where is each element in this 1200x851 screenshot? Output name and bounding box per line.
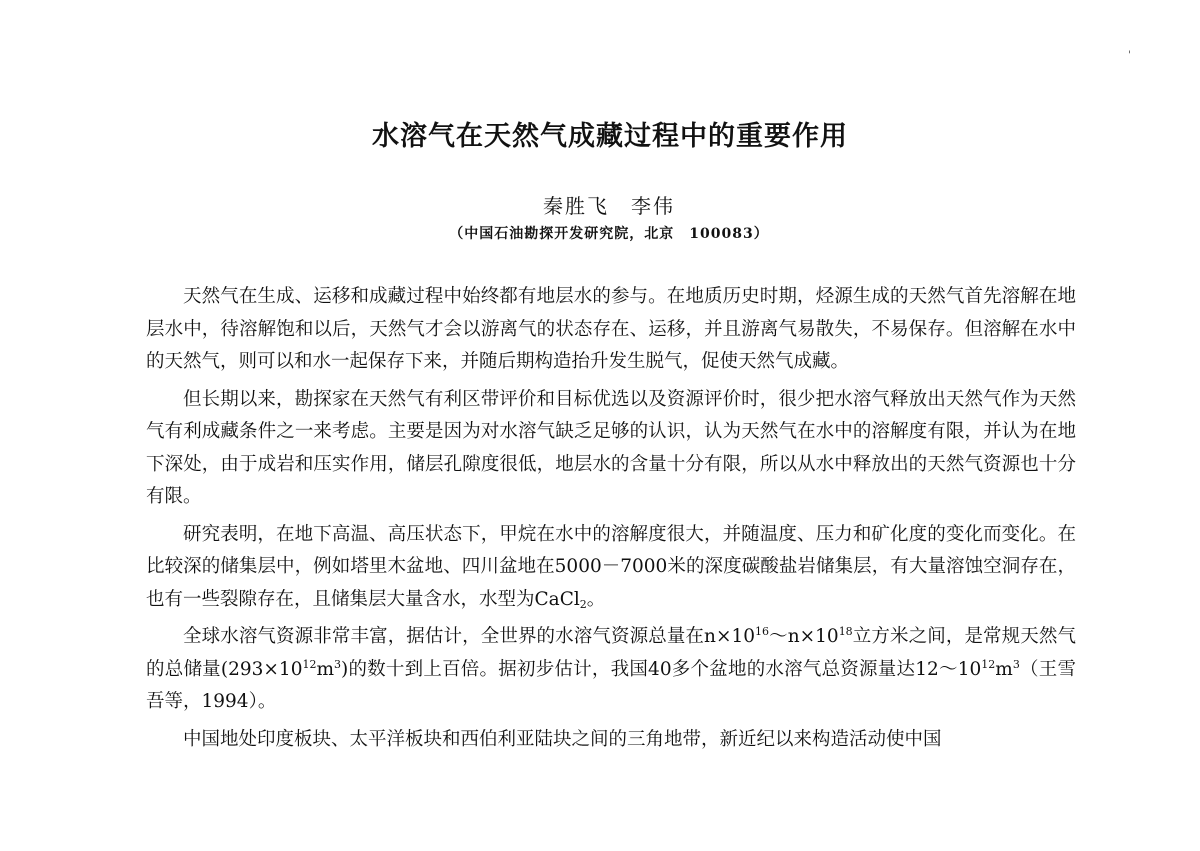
paragraph-2: 但长期以来，勘探家在天然气有利区带评价和目标优选以及资源评价时，很少把水溶气释放出天然气作为天然气有利成藏条件之一来考虑。主要是因为对水溶气缺乏足够的认识，认为天然气在水中的溶解度有限，并认为在地下深处，由于成岩和压实作用，储层孔隙度很低，地层水的含量十分有限，所以从水中释放出的天然气资源也十分有限。 bbox=[146, 388, 1076, 507]
paragraph-4: 全球水溶气资源非常丰富，据估计，全世界的水溶气资源总量在$n\times 10^{16}\sim n\times 10^{18}$立方米之间，是常规天然气的总储量$(293\times 10^{12}m^3)$的数十到上百倍。据初步估计，我国40多个盆地的水溶气总资源量达$12\sim 10^{12}m^3$（王雪吾等，1994）。 bbox=[146, 625, 1076, 712]
formula-cacl2: CaCl$_2$ bbox=[534, 588, 587, 611]
paragraph-3-text: 研究表明，在地下高温、高压状态下，甲烷在水中的溶解度很大，并随温度、压力和矿化度的变化而变化。在比较深的储集层中，例如塔里木盆地、四川盆地在5000－7000米的深度碳酸盐岩储集层，有大量溶蚀空洞存在，也有一些裂隙存在，且储集层大量含水，水型为 bbox=[146, 523, 1076, 610]
body-text bbox=[146, 281, 1076, 761]
author-name: 李伟 bbox=[631, 194, 675, 218]
paragraph-5: 中国地处印度板块、太平洋板块和西伯利亚陆块之间的三角地带，新近纪以来构造活动使中国 bbox=[183, 728, 942, 750]
affiliation: （中国石油勘探开发研究院，北京 100083） bbox=[449, 226, 769, 242]
paragraph-1: 天然气在生成、运移和成藏过程中始终都有地层水的参与。在地质历史时期，烃源生成的天然气首先溶解在地层水中，待溶解饱和以后，天然气才会以游离气的状态存在、运移，并且游离气易散失，不易保存。但溶解在水中的天然气，则可以和水一起保存下来，并随后期构造抬升发生脱气，促使天然气成藏。 bbox=[146, 286, 1076, 372]
author-list bbox=[0, 190, 1200, 219]
corner-mark: ' bbox=[1128, 50, 1131, 61]
paragraph-3: 研究表明，在地下高温、高压状态下，甲烷在水中的溶解度很大，并随温度、压力和矿化度的变化而变化。在比较深的储集层中，例如塔里木盆地、四川盆地在5000－7000米的深度碳酸盐岩储集层，有大量溶蚀空洞存在，也有一些裂隙存在，且储集层大量含水，水型为CaCl$_2$。 bbox=[146, 523, 1076, 611]
author-name: 秦胜飞 bbox=[543, 194, 609, 218]
paper-title: 水溶气在天然气成藏过程中的重要作用 bbox=[372, 121, 848, 152]
